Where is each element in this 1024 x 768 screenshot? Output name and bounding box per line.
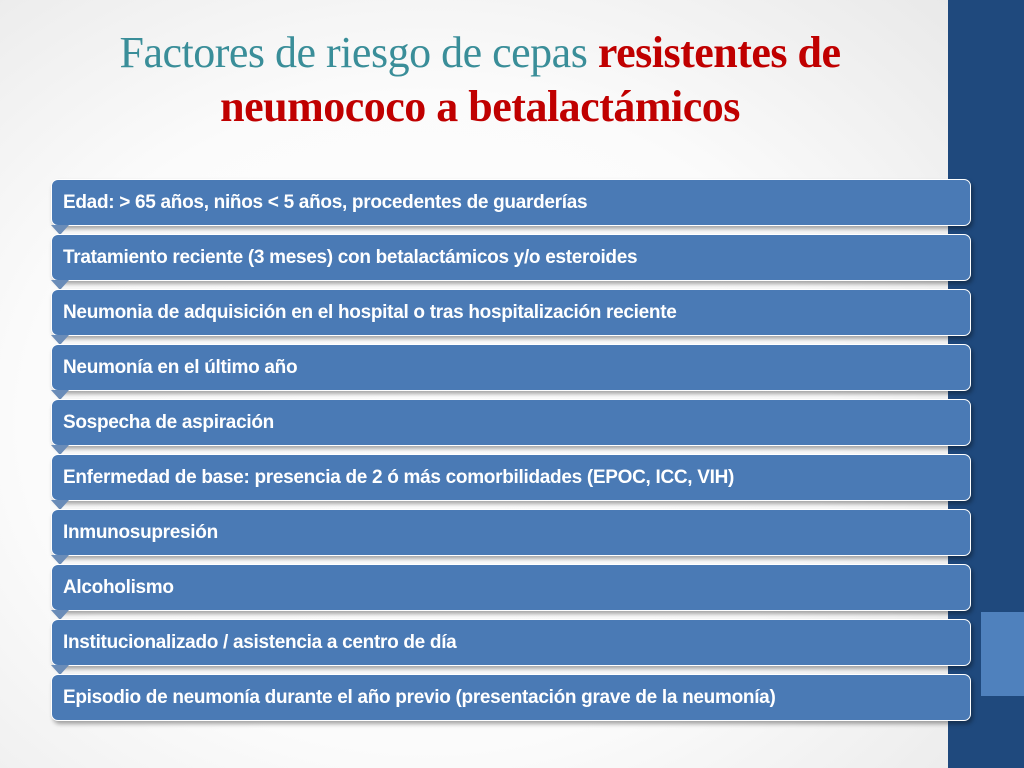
risk-factor-item <box>51 344 971 391</box>
side-band-light <box>981 612 1024 696</box>
risk-factor-label: Sospecha de aspiración <box>63 411 274 433</box>
risk-factor-label: Neumonia de adquisición en el hospital o tras hospitalización reciente <box>63 301 677 323</box>
risk-factor-label: Tratamiento reciente (3 meses) con betalactámicos y/o esteroides <box>63 246 638 268</box>
risk-factor-item <box>51 289 971 336</box>
risk-factor-item <box>51 454 971 501</box>
risk-factor-label: Enfermedad de base: presencia de 2 ó más comorbilidades (EPOC, ICC, VIH) <box>63 466 735 488</box>
risk-factor-label: Inmunosupresión <box>63 521 218 543</box>
risk-factor-label: Institucionalizado / asistencia a centro de día <box>63 631 457 653</box>
risk-factor-item <box>51 399 971 446</box>
risk-factor-label: Alcoholismo <box>63 576 174 598</box>
risk-factor-item <box>51 674 971 721</box>
title-emphasis-line-2: neumococo a betalactámicos <box>220 82 740 131</box>
risk-factor-list <box>51 179 971 729</box>
risk-factor-label: Episodio de neumonía durante el año previo (presentación grave de la neumonía) <box>63 686 776 708</box>
risk-factor-item <box>51 509 971 556</box>
title-plain-part: Factores de riesgo de cepas <box>119 28 598 77</box>
risk-factor-item <box>51 234 971 281</box>
title-emphasis-part: resistentes de <box>597 28 841 77</box>
risk-factor-item <box>51 179 971 226</box>
risk-factor-label: Neumonía en el último año <box>63 356 298 378</box>
risk-factor-item <box>51 619 971 666</box>
slide-title <box>40 26 920 134</box>
risk-factor-label: Edad: > 65 años, niños < 5 años, procedentes de guarderías <box>63 191 588 213</box>
risk-factor-item <box>51 564 971 611</box>
